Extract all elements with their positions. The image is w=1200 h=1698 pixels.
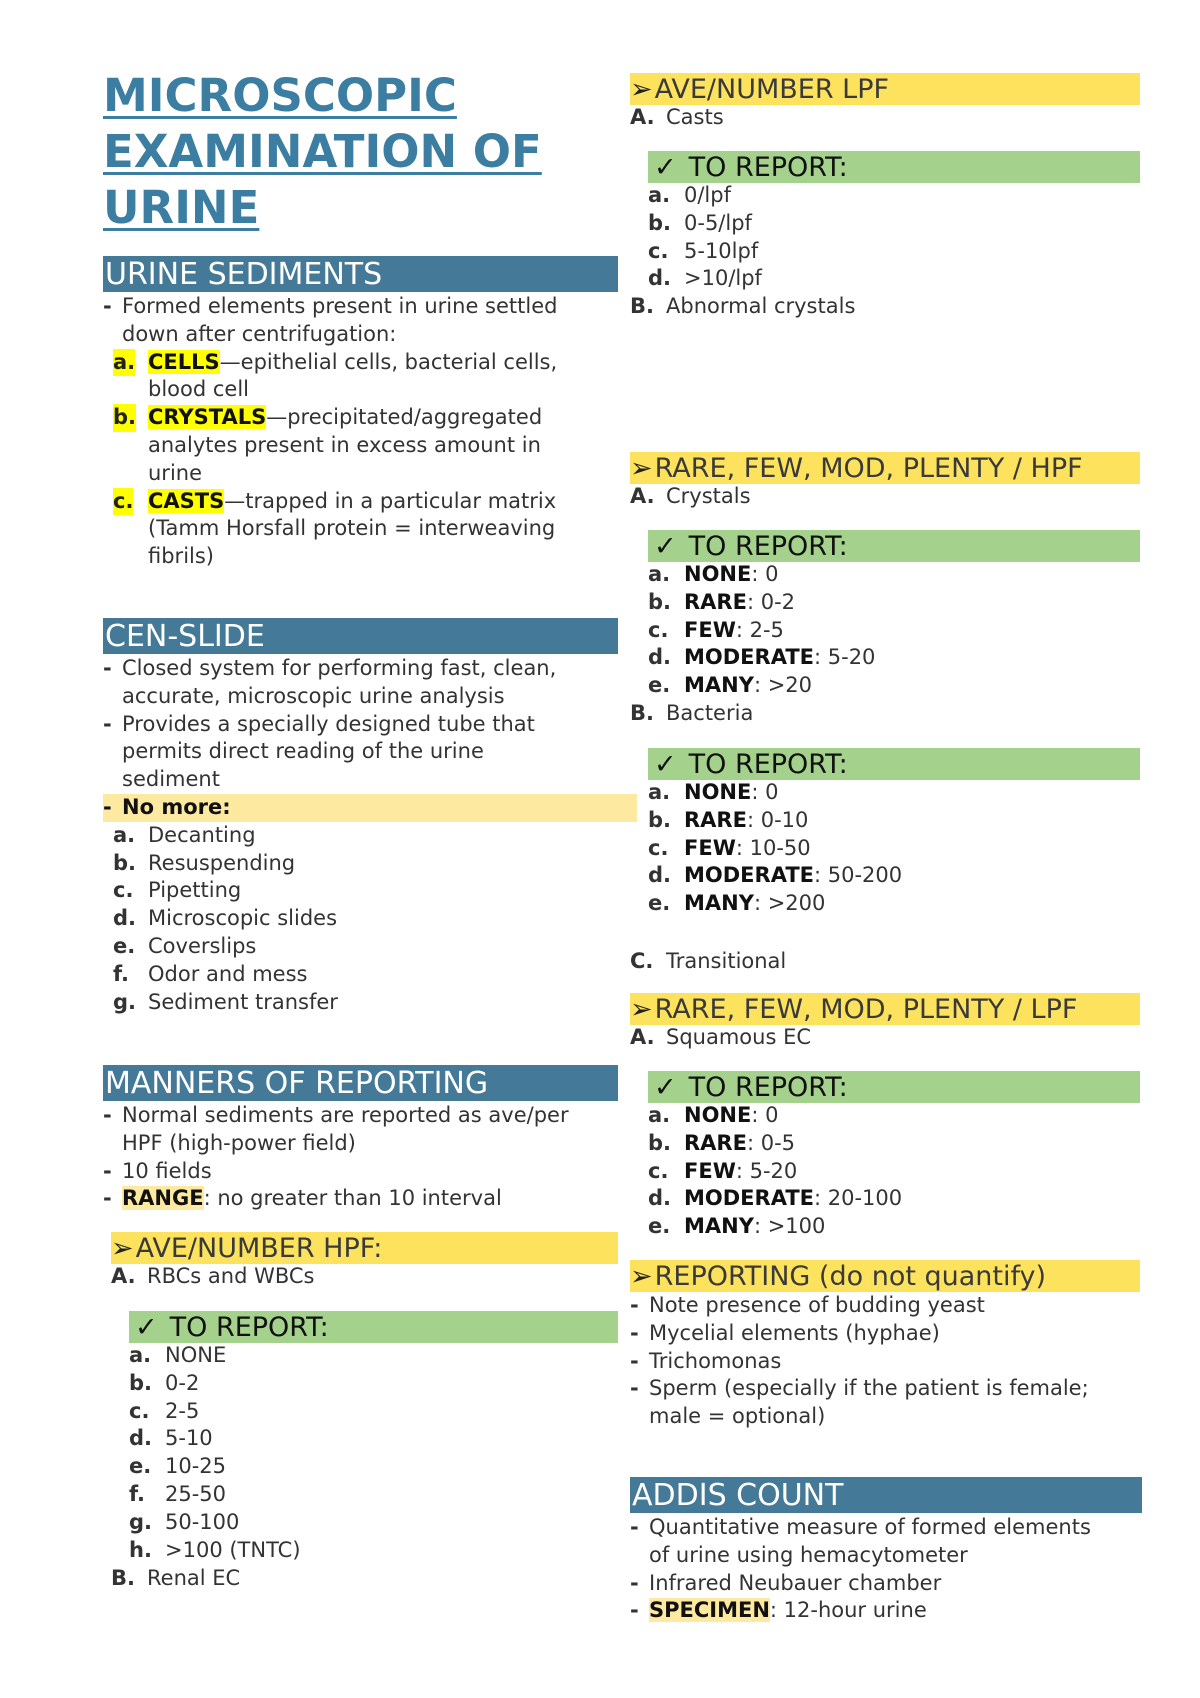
list-key: b. xyxy=(129,1370,153,1395)
list-key: d. xyxy=(648,863,672,888)
list-item xyxy=(103,905,618,933)
bullet-item xyxy=(630,1348,1140,1376)
list-item xyxy=(648,617,875,645)
list-key: g. xyxy=(129,1509,153,1534)
list-key: c. xyxy=(648,1158,669,1183)
list-term: NONE xyxy=(684,1103,752,1127)
list-text: 5-10lpf xyxy=(684,238,759,263)
list-key: a. xyxy=(648,1103,671,1127)
list-item xyxy=(129,1453,301,1481)
list-text: Casts xyxy=(666,105,724,129)
arrow-icon: ➢ xyxy=(630,994,653,1025)
list-text: Pipetting xyxy=(148,878,242,903)
term-crystals: CRYSTALS xyxy=(148,405,267,430)
bullet-text: down after centrifugation: xyxy=(122,321,397,346)
list-text: analytes present in excess amount in xyxy=(148,432,541,457)
list-key: e. xyxy=(648,891,671,916)
bullet-text: Trichomonas xyxy=(649,1348,782,1373)
list-term: MANY xyxy=(684,673,754,698)
bullet-text: male = optional) xyxy=(649,1404,826,1429)
term-cells: CELLS xyxy=(148,349,220,374)
list-key: h. xyxy=(129,1537,152,1562)
list-value: : >100 xyxy=(753,1214,826,1239)
list-item xyxy=(630,1024,811,1052)
bullet-item xyxy=(630,1320,1140,1348)
list-value: : 50-200 xyxy=(814,863,903,888)
list-item xyxy=(648,807,902,835)
title-line-1: MICROSCOPIC xyxy=(103,69,457,122)
checkmark-icon: ✓ xyxy=(135,1312,158,1343)
dash-icon: - xyxy=(103,294,112,318)
list-key: A. xyxy=(630,484,655,508)
list-key: c. xyxy=(648,617,669,642)
rare-hpf-block-b xyxy=(630,700,753,728)
rare-lpf-list xyxy=(648,1102,902,1241)
list-text: Bacteria xyxy=(666,701,754,725)
list-text: urine xyxy=(148,460,203,485)
list-key: d. xyxy=(648,266,672,291)
checkmark-icon: ✓ xyxy=(654,531,677,562)
section-urine-sediments xyxy=(103,256,618,571)
list-item xyxy=(103,822,618,850)
list-key: e. xyxy=(648,673,671,698)
bullet-text: Infrared Neubauer chamber xyxy=(649,1570,942,1595)
dash-icon: - xyxy=(630,1570,639,1595)
list-value: : 2-5 xyxy=(735,617,784,642)
list-text: NONE xyxy=(165,1343,227,1367)
list-key: c. xyxy=(113,878,134,903)
list-text: 25-50 xyxy=(165,1481,227,1506)
list-key: f. xyxy=(129,1481,145,1506)
bullet-text: Quantitative measure of formed elements xyxy=(649,1515,1091,1539)
hpf-block xyxy=(111,1263,315,1291)
subheading-reporting xyxy=(630,1260,1140,1292)
list-key: e. xyxy=(648,1214,671,1239)
list-term: RARE xyxy=(684,589,747,614)
to-report-banner xyxy=(648,1071,1140,1103)
list-value: : >200 xyxy=(753,891,826,916)
list-value: : 20-100 xyxy=(814,1186,903,1211)
list-text: >10/lpf xyxy=(684,266,762,291)
list-item xyxy=(129,1537,301,1565)
to-report-text: TO REPORT: xyxy=(688,152,848,183)
checkmark-icon: ✓ xyxy=(654,152,677,183)
list-item xyxy=(630,293,855,321)
dash-icon: - xyxy=(103,1158,112,1183)
subheading-rare-hpf xyxy=(630,452,1140,484)
list-key: d. xyxy=(129,1426,153,1451)
term-casts: CASTS xyxy=(148,488,225,513)
dash-icon: - xyxy=(630,1320,639,1345)
to-report-banner xyxy=(648,151,1140,183)
section-addis-count xyxy=(630,1477,1140,1625)
subheading-lpf xyxy=(630,73,1140,105)
section-cen-slide xyxy=(103,618,618,1016)
list-term: NONE xyxy=(684,562,752,586)
list-value: : 5-20 xyxy=(735,1158,798,1183)
list-item xyxy=(103,850,618,878)
list-item xyxy=(648,890,902,918)
list-item xyxy=(648,1213,902,1241)
list-text: —epithelial cells, bacterial cells, xyxy=(219,349,558,374)
bullet-item xyxy=(630,1514,1140,1542)
list-item xyxy=(648,589,875,617)
list-key: b. xyxy=(648,1130,672,1155)
dash-icon: - xyxy=(103,794,112,819)
list-text: Squamous EC xyxy=(666,1025,812,1049)
bullet-text: : 12-hour urine xyxy=(769,1598,927,1623)
rare-hpf-block xyxy=(630,483,751,511)
list-item xyxy=(648,835,902,863)
section-heading: MANNERS OF REPORTING xyxy=(103,1065,618,1101)
bullet-text: Formed elements present in urine settled xyxy=(122,294,558,318)
bullet-text: accurate, microscopic urine analysis xyxy=(122,683,505,708)
list-item xyxy=(111,1263,315,1291)
bullet-text: Provides a specially designed tube that xyxy=(122,711,535,736)
title-line-2: EXAMINATION OF xyxy=(103,125,542,178)
list-key: g. xyxy=(113,989,137,1014)
list-key: a. xyxy=(648,562,671,586)
bullet-text: Note presence of budding yeast xyxy=(649,1293,985,1317)
list-text: 50-100 xyxy=(165,1509,240,1534)
bullet-item xyxy=(103,655,618,683)
hpf-block-b xyxy=(111,1565,240,1593)
list-text: Resuspending xyxy=(148,850,296,875)
list-term: RARE xyxy=(684,1130,747,1155)
list-text: Renal EC xyxy=(147,1566,241,1590)
to-report-banner xyxy=(648,748,1140,780)
list-item xyxy=(129,1398,301,1426)
list-item-cells xyxy=(103,349,618,377)
bullet-text: HPF (high-power field) xyxy=(122,1130,356,1155)
list-key: A. xyxy=(111,1264,136,1288)
term-specimen: SPECIMEN xyxy=(649,1598,770,1623)
bullet-text: Closed system for performing fast, clean, xyxy=(122,656,557,680)
bullet-item xyxy=(103,1158,618,1186)
dash-icon: - xyxy=(630,1376,639,1401)
to-report-banner xyxy=(129,1311,618,1343)
bullet-item xyxy=(630,1570,1140,1598)
list-key: a. xyxy=(113,349,135,377)
list-key: b. xyxy=(113,404,136,432)
list-key: C. xyxy=(630,949,654,973)
rare-hpf-block-c xyxy=(630,948,786,976)
list-value: : 5-20 xyxy=(814,645,876,670)
section-heading: URINE SEDIMENTS xyxy=(103,256,618,292)
list-text: 0/lpf xyxy=(684,183,731,207)
list-key: a. xyxy=(648,780,671,804)
to-report-banner xyxy=(648,530,1140,562)
list-text: 0-5/lpf xyxy=(684,210,752,235)
rare-hpf-list-2 xyxy=(648,779,902,918)
term-range: RANGE xyxy=(122,1186,204,1211)
list-key: b. xyxy=(648,210,672,235)
section-heading: CEN-SLIDE xyxy=(103,618,618,654)
page-title xyxy=(103,68,542,236)
list-item xyxy=(648,862,902,890)
list-text: —trapped in a particular matrix xyxy=(224,488,557,513)
list-term: MANY xyxy=(684,1214,754,1239)
subheading-text: RARE, FEW, MOD, PLENTY / LPF xyxy=(654,994,1078,1025)
list-key: d. xyxy=(113,906,137,931)
subheading-rare-lpf xyxy=(630,993,1140,1025)
bullet-text: of urine using hemacytometer xyxy=(649,1542,968,1567)
reporting-list xyxy=(630,1292,1140,1431)
bullet-item-specimen xyxy=(630,1597,1140,1625)
list-key: a. xyxy=(113,822,136,847)
list-item xyxy=(630,104,724,132)
list-term: MANY xyxy=(684,891,754,916)
list-key: b. xyxy=(648,589,672,614)
list-key: A. xyxy=(630,1025,655,1049)
list-key: c. xyxy=(113,488,133,516)
title-line-3: URINE xyxy=(103,181,260,234)
arrow-icon: ➢ xyxy=(630,1261,653,1292)
list-item xyxy=(129,1370,301,1398)
lpf-block xyxy=(630,104,724,132)
list-term: MODERATE xyxy=(684,863,814,888)
list-item xyxy=(129,1425,301,1453)
bullet-item xyxy=(630,1292,1140,1320)
list-text: RBCs and WBCs xyxy=(147,1264,315,1288)
list-item xyxy=(103,989,618,1017)
list-item xyxy=(103,877,618,905)
list-term: NONE xyxy=(684,780,752,804)
list-text: —precipitated/aggregated xyxy=(266,405,543,430)
list-item xyxy=(648,1158,902,1186)
list-value: : 0-2 xyxy=(746,589,796,614)
dash-icon: - xyxy=(630,1598,639,1623)
list-key: f. xyxy=(113,961,129,986)
bullet-text: permits direct reading of the urine xyxy=(122,739,484,764)
list-key: B. xyxy=(630,294,654,318)
lpf-block-b xyxy=(630,293,855,321)
rare-lpf-block xyxy=(630,1024,811,1052)
section-heading: ADDIS COUNT xyxy=(630,1477,1142,1513)
dash-icon: - xyxy=(630,1348,639,1373)
list-key: c. xyxy=(129,1398,150,1423)
list-value: : 0-10 xyxy=(746,807,809,832)
list-text: fibrils) xyxy=(148,544,214,569)
rare-hpf-list-1 xyxy=(648,561,875,700)
list-text: >100 (TNTC) xyxy=(165,1537,301,1562)
list-key: d. xyxy=(648,645,672,670)
list-term: FEW xyxy=(684,617,736,642)
dash-icon: - xyxy=(103,1103,112,1127)
list-item xyxy=(129,1481,301,1509)
bullet-item xyxy=(103,293,618,321)
list-text: 2-5 xyxy=(165,1398,200,1423)
list-text: Abnormal crystals xyxy=(666,294,856,318)
arrow-icon: ➢ xyxy=(630,74,653,105)
list-value: : 0-5 xyxy=(746,1130,796,1155)
list-item xyxy=(129,1342,301,1370)
list-item xyxy=(648,644,875,672)
section-manners-of-reporting xyxy=(103,1065,618,1213)
to-report-text: TO REPORT: xyxy=(169,1312,329,1343)
list-text: Decanting xyxy=(148,822,256,847)
list-term: RARE xyxy=(684,807,747,832)
list-item xyxy=(648,779,902,807)
list-key: a. xyxy=(129,1343,152,1367)
list-item-casts xyxy=(103,488,618,516)
arrow-icon: ➢ xyxy=(111,1233,134,1264)
dash-icon: - xyxy=(630,1293,639,1317)
list-text: Coverslips xyxy=(148,933,257,958)
bullet-item xyxy=(103,711,618,739)
list-text: Odor and mess xyxy=(148,961,308,986)
dash-icon: - xyxy=(103,711,112,736)
dash-icon: - xyxy=(103,1186,112,1211)
list-text: Microscopic slides xyxy=(148,906,338,931)
bullet-text: sediment xyxy=(122,767,220,792)
list-key: A. xyxy=(630,105,655,129)
bullet-text: Sperm (especially if the patient is female; xyxy=(649,1376,1089,1401)
subheading-text: REPORTING (do not quantify) xyxy=(654,1261,1047,1292)
list-text: Sediment transfer xyxy=(148,989,338,1014)
checkmark-icon: ✓ xyxy=(654,749,677,780)
bullet-text: 10 fields xyxy=(122,1158,212,1183)
list-term: MODERATE xyxy=(684,1186,814,1211)
bullet-item xyxy=(630,1375,1140,1403)
list-key: B. xyxy=(111,1566,135,1590)
subheading-text: AVE/NUMBER HPF: xyxy=(135,1233,383,1264)
list-item xyxy=(103,961,618,989)
list-item xyxy=(648,672,875,700)
list-item xyxy=(648,265,762,293)
list-term: FEW xyxy=(684,835,736,860)
list-item xyxy=(648,1102,902,1130)
bullet-item xyxy=(103,1102,618,1130)
hpf-report-list xyxy=(129,1342,301,1564)
list-item xyxy=(648,1185,902,1213)
list-key: e. xyxy=(129,1454,152,1479)
checkmark-icon: ✓ xyxy=(654,1072,677,1103)
list-item xyxy=(630,700,753,728)
list-text: Transitional xyxy=(666,949,787,973)
list-value: : 0 xyxy=(751,780,779,804)
bullet-text: : no greater than 10 interval xyxy=(203,1186,502,1211)
list-key: e. xyxy=(113,933,136,958)
bullet-text: Mycelial elements (hyphae) xyxy=(649,1320,940,1345)
list-key: b. xyxy=(113,850,137,875)
bullet-text: No more: xyxy=(122,794,231,819)
list-key: d. xyxy=(648,1186,672,1211)
list-item xyxy=(129,1509,301,1537)
to-report-text: TO REPORT: xyxy=(688,1072,848,1103)
list-item-crystals xyxy=(103,404,618,432)
subheading-hpf xyxy=(111,1232,618,1264)
lpf-report-list xyxy=(648,182,762,293)
list-value: : 0 xyxy=(751,562,779,586)
list-item xyxy=(103,933,618,961)
list-text: (Tamm Horsfall protein = interweaving xyxy=(148,516,556,541)
list-term: FEW xyxy=(684,1158,736,1183)
to-report-text: TO REPORT: xyxy=(688,531,848,562)
list-item xyxy=(648,561,875,589)
list-key: c. xyxy=(648,238,669,263)
no-more-label xyxy=(103,794,637,822)
subheading-text: RARE, FEW, MOD, PLENTY / HPF xyxy=(654,453,1083,484)
list-item xyxy=(648,182,762,210)
arrow-icon: ➢ xyxy=(630,453,653,484)
list-item xyxy=(648,1130,902,1158)
list-item xyxy=(111,1565,240,1593)
list-item xyxy=(648,238,762,266)
bullet-text: Normal sediments are reported as ave/per xyxy=(122,1103,569,1127)
list-key: c. xyxy=(648,835,669,860)
dash-icon: - xyxy=(103,656,112,680)
list-text: 5-10 xyxy=(165,1426,213,1451)
list-key: a. xyxy=(648,183,671,207)
list-text: 0-2 xyxy=(165,1370,200,1395)
list-text: 10-25 xyxy=(165,1454,227,1479)
to-report-text: TO REPORT: xyxy=(688,749,848,780)
list-term: MODERATE xyxy=(684,645,814,670)
list-value: : 0 xyxy=(751,1103,779,1127)
list-text: Crystals xyxy=(666,484,751,508)
list-key: B. xyxy=(630,701,654,725)
bullet-item-range xyxy=(103,1185,618,1213)
dash-icon: - xyxy=(630,1515,639,1539)
subheading-text: AVE/NUMBER LPF xyxy=(654,74,890,105)
list-item xyxy=(630,483,751,511)
list-value: : >20 xyxy=(753,673,813,698)
list-item xyxy=(630,948,786,976)
list-key: b. xyxy=(648,807,672,832)
list-value: : 10-50 xyxy=(735,835,811,860)
list-item xyxy=(648,210,762,238)
list-text: blood cell xyxy=(148,377,250,402)
